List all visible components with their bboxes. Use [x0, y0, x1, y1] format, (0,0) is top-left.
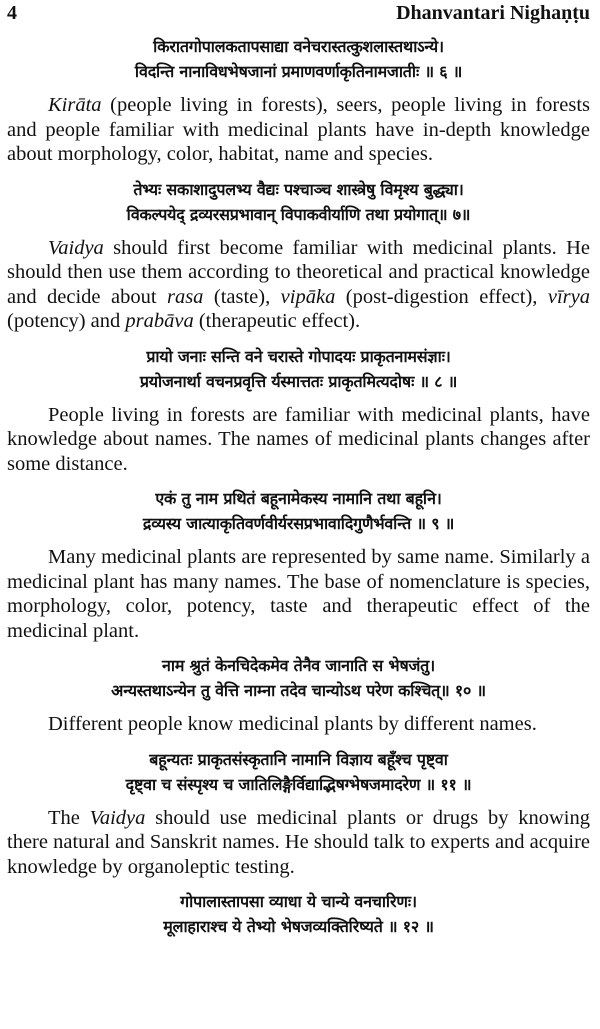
verse-9: [7, 486, 590, 536]
translation-text: (taste),: [203, 285, 281, 308]
translation-7: [7, 236, 590, 334]
verse-6: [7, 34, 590, 84]
verse-11: [7, 747, 590, 797]
verse-line: प्रयोजनार्था वचनप्रवृत्ति र्यस्मात्ततः प्राकृतमित्यदोषः ॥ ८ ॥: [139, 371, 458, 391]
translation-6: [7, 93, 590, 167]
verse-line: दृष्ट्वा च संस्पृश्य च जातिलिङ्गैर्विद्याद्भिषग्भेषजमादरेण ॥ ११ ॥: [125, 774, 472, 794]
translation-10: Different people know medicinal plants by different names.: [48, 713, 537, 735]
translation-9: Many medicinal plants are represented by same name. Similarly a medicinal plant has many names. The base of nomenclature is species, morphology, color, potency, taste and therapeutic effect of the medicinal plant.: [7, 546, 590, 642]
verse-line: एकं तु नाम प्रथितं बहूनामेकस्य नामानि तथा बहूनि।: [155, 489, 442, 508]
running-title: Dhanvantari Nighaṇṭu: [396, 2, 590, 24]
italic-term: Kirāta: [48, 94, 102, 116]
translation-text: (potency) and: [7, 310, 126, 332]
verse-line: विकल्पयेद् द्रव्यरसप्रभावान् विपाकवीर्याणि तथा प्रयोगात्॥ ७॥: [126, 204, 471, 224]
italic-term: vīrya: [547, 285, 590, 308]
italic-term: rasa: [166, 285, 204, 308]
page-header: [7, 2, 590, 28]
italic-term: Vaidya: [89, 806, 146, 829]
verse-line: नाम श्रुतं केनचिदेकमेव तेनैव जानाति स भेषजंतु।: [162, 656, 435, 675]
verse-10: [7, 653, 590, 703]
italic-term: vipāka: [280, 285, 336, 308]
verse-line: द्रव्यस्य जात्याकृतिवर्णवीर्यरसप्रभावादिगुणैर्भवन्ति ॥ ९ ॥: [142, 514, 455, 533]
verse-line: विदन्ति नानाविधभेषजानां प्रमाणवर्णाकृतिनामजातीः ॥ ६ ॥: [134, 62, 463, 81]
verse-line: प्रायो जनाः सन्ति वने चरास्ते गोपादयः प्राकृतनामसंज्ञाः।: [146, 346, 451, 366]
italic-term: Vaidya: [48, 236, 104, 259]
translation-8: People living in forests are familiar with medicinal plants, have knowledge about names. The names of medicinal plants changes after some distance.: [7, 403, 590, 475]
verse-7: [7, 177, 590, 227]
translation-text: should use medicinal plants or drugs by knowing there natural and Sanskrit names. He should talk to experts and acquire knowledge by organoleptic testing.: [7, 806, 590, 878]
verse-line: बहून्यतः प्राकृतसंस्कृतानि नामानि विज्ञाय बहूँश्च पृष्ट्वा: [149, 749, 448, 769]
verse-line: गोपालास्तापसा व्याधा ये चान्ये वनचारिणः।: [180, 892, 417, 911]
page-number: 4: [7, 2, 17, 24]
translation-11: [7, 806, 590, 880]
verse-line: मूलाहाराश्च ये तेभ्यो भेषजव्यक्तिरिष्यते ॥ १२ ॥: [163, 917, 434, 936]
translation-text: (post-digestion effect),: [335, 285, 548, 308]
verse-12: [7, 889, 590, 939]
verse-line: अन्यस्तथाऽन्येन तु वेत्ति नाम्ना तदेव चान्योऽथ परेण कश्चित्॥ १० ॥: [111, 681, 486, 700]
translation-text: (therapeutic effect).: [193, 310, 361, 332]
verse-line: किरातगोपालकतापसाद्या वनेचरास्तत्कुशलास्तथाऽन्ये।: [153, 37, 444, 56]
translation-text: (people living in forests), seers, people living in forests and people familiar with medicinal plants have in-depth knowledge about morphology, color, habitat, name and species.: [7, 94, 590, 165]
page-content: [7, 34, 590, 948]
verse-line: तेभ्यः सकाशादुपलभ्य वैद्यः पश्चाञ्च शास्त्रेषु विमृश्य बुद्ध्या।: [133, 179, 464, 199]
translation-text: should first become familiar with medicinal plants. He should then use them according to theoretical and practical knowledge and decide about: [7, 236, 590, 308]
verse-8: [7, 344, 590, 394]
translation-text: The: [48, 806, 90, 829]
italic-term: prabāva: [125, 310, 194, 332]
